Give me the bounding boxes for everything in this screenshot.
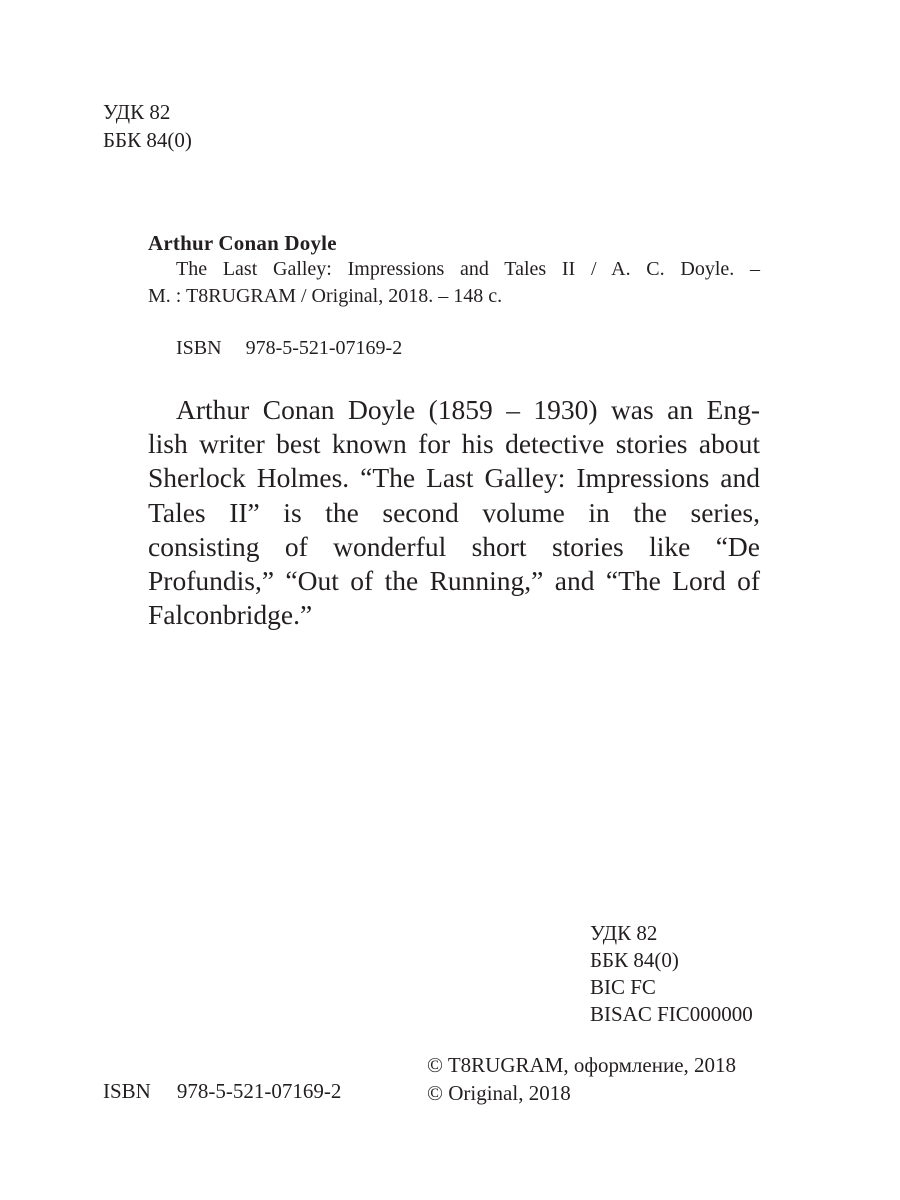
bisac-code: BISAC FIC000000	[590, 1002, 753, 1026]
annotation-line: Tales II” is the second volume in the series,	[148, 496, 760, 528]
record-isbn-value: 978-5-521-07169-2	[245, 337, 403, 359]
top-classification-codes	[103, 98, 192, 154]
record-publisher-line: M. : T8RUGRAM / Original, 2018. – 148 c.	[148, 285, 503, 307]
record-isbn-label: ISBN	[176, 337, 222, 359]
annotation-paragraph	[148, 393, 760, 632]
annotation-line: Arthur Conan Doyle (1859 – 1930) was an Eng-	[176, 394, 760, 425]
copyright-block	[427, 1051, 736, 1107]
footer-isbn	[103, 1079, 341, 1104]
udk-code: УДК 82	[103, 100, 171, 124]
udk-code: УДК 82	[590, 921, 658, 945]
record-isbn	[176, 337, 402, 360]
record-title-line: The Last Galley: Impressions and Tales II / A. C. Doyle. –	[176, 258, 760, 280]
annotation-line: Falconbridge.”	[148, 599, 313, 631]
annotation-line: lish writer best known for his detective stories about	[148, 428, 760, 460]
bottom-classification-codes	[590, 920, 753, 1028]
record-author: Arthur Conan Doyle	[148, 231, 337, 255]
copyright-line: © Original, 2018	[427, 1081, 571, 1105]
annotation-line: Sherlock Holmes. “The Last Galley: Impressions and	[148, 462, 760, 494]
bbk-code: ББК 84(0)	[590, 948, 679, 972]
annotation-line: Profundis,” “Out of the Running,” and “The Lord of	[148, 564, 760, 596]
bbk-code: ББК 84(0)	[103, 128, 192, 152]
footer-isbn-label: ISBN	[103, 1079, 151, 1103]
copyright-line: © T8RUGRAM, оформление, 2018	[427, 1053, 737, 1077]
annotation-line: consisting of wonderful short stories like “De	[148, 530, 760, 562]
footer-isbn-value: 978-5-521-07169-2	[176, 1079, 342, 1103]
bic-code: BIC FC	[590, 975, 656, 999]
